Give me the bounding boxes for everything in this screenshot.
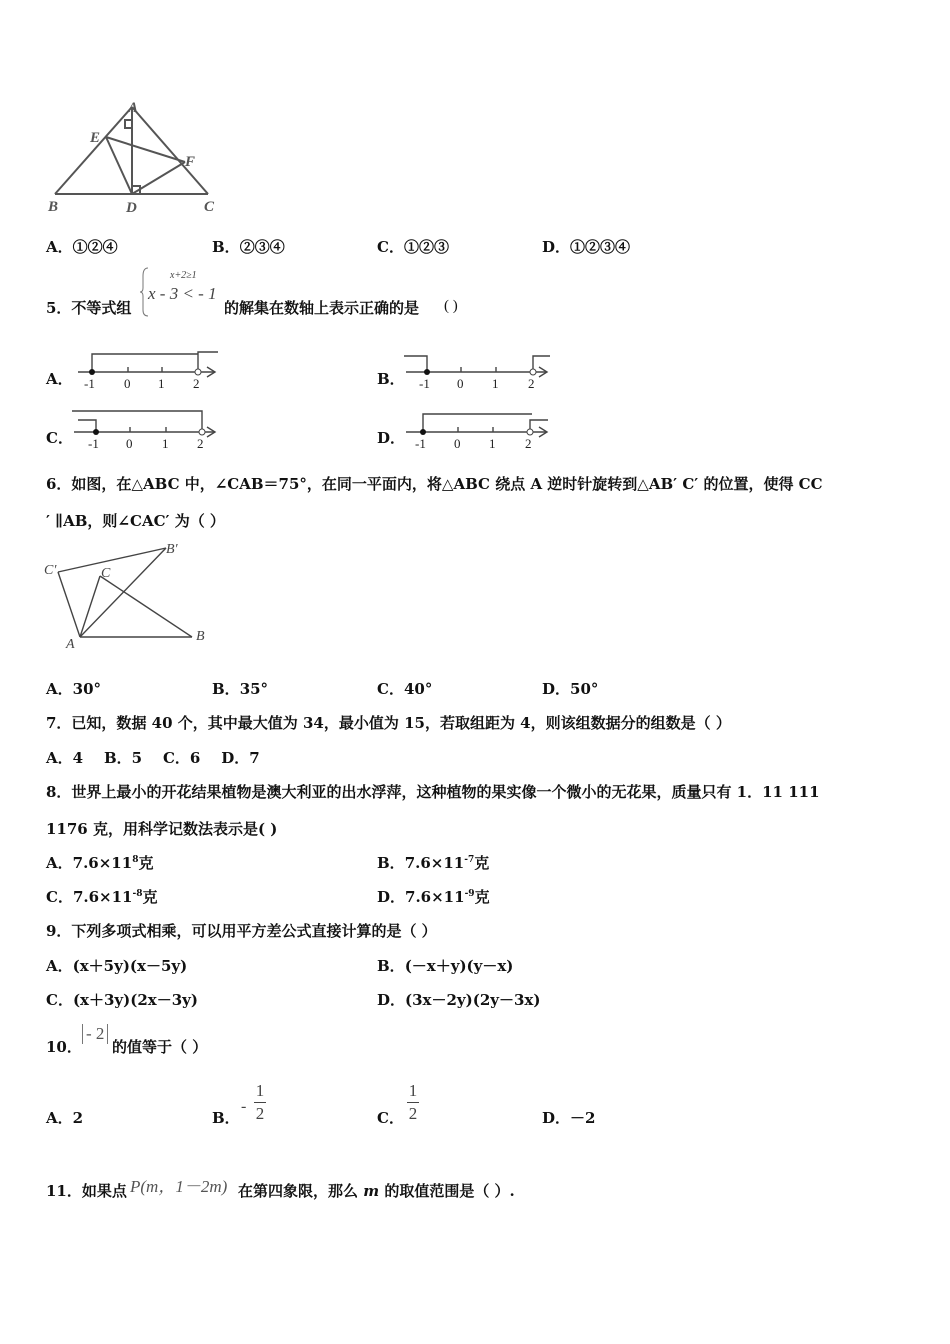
fig6-label-b-prime: B′: [166, 542, 178, 557]
q11-variable: m: [363, 1182, 380, 1200]
q5-answer-paren: ( ): [444, 298, 458, 314]
rotation-figure-q6: [40, 536, 220, 654]
option-exponent: 8: [132, 855, 139, 865]
option-exponent: -9: [464, 889, 475, 899]
option-text: (－x＋y)(y－x): [404, 957, 514, 975]
option-text: 50°: [570, 680, 599, 698]
fraction-denominator: 2: [408, 1104, 418, 1123]
q6-stem-line2: ′ ∥AB，则∠CAC′ 为（ ）: [46, 512, 225, 530]
option-key: D．: [377, 888, 406, 906]
tick-label: -1: [415, 436, 426, 450]
fig4-label-c: C: [204, 199, 215, 215]
q11-stem-mid: [238, 1180, 515, 1201]
q10-stem-post: 的值等于（ ）: [112, 1038, 208, 1056]
fig4-label-a: A: [128, 100, 139, 116]
option-text: ②③④: [239, 238, 285, 256]
tick-label: 2: [197, 436, 204, 450]
option-key: B．: [377, 957, 405, 975]
q6-option-d[interactable]: [542, 678, 598, 699]
option-base: 7.6×11: [72, 854, 133, 872]
fig6-label-c-prime: C′: [44, 563, 57, 578]
option-text: ①②③: [403, 238, 449, 256]
number-line-b[interactable]: [402, 348, 554, 392]
q6-stem-line1: 6．如图，在△ABC 中，∠CAB＝75°，在同一平面内，将△ABC 绕点 A 逆时针旋转到△AB′ C′ 的位置，使得 CC: [46, 475, 823, 493]
tick-label: 1: [489, 436, 496, 450]
option-unit: 克: [138, 854, 154, 872]
triangle-figure-q4: [40, 100, 230, 220]
tick-label: 2: [193, 376, 200, 391]
fig6-label-b: B: [196, 629, 205, 644]
option-key: A．: [46, 680, 73, 698]
option-text: 30°: [72, 680, 102, 698]
option-key: D．: [377, 991, 406, 1009]
q11-stem-pre: 11．如果点: [46, 1182, 127, 1200]
q9-option-a[interactable]: [46, 955, 187, 976]
q5-stem-pre: 5．不等式组: [46, 299, 132, 317]
inequality-bottom: x - 3 < - 1: [148, 284, 217, 303]
option-text: 2: [72, 1109, 84, 1127]
option-text: (x＋5y)(x－5y): [72, 957, 188, 975]
q5-option-a-key[interactable]: A．: [46, 370, 73, 388]
option-key: D．: [542, 680, 571, 698]
q5-option-d-key[interactable]: D．: [377, 429, 406, 447]
q8-stem-line1: 8．世界上最小的开花结果植物是澳大利亚的出水浮萍，这种植物的果实像一个微小的无花果，质量只有 1．11 111: [46, 783, 820, 801]
option-unit: 克: [142, 888, 158, 906]
q5-option-b-key[interactable]: B．: [377, 370, 405, 388]
option-base: 7.6×11: [405, 888, 465, 906]
tick-label: 1: [158, 376, 165, 391]
q4-option-c[interactable]: [377, 236, 449, 257]
option-unit: 克: [474, 854, 490, 872]
fig4-label-e: E: [90, 130, 101, 146]
fraction-numerator: 1: [255, 1081, 265, 1100]
tick-label: -1: [88, 436, 99, 450]
q10-option-a[interactable]: [46, 1107, 83, 1128]
number-line-c[interactable]: [70, 406, 222, 450]
tick-label: 1: [492, 376, 499, 391]
fraction-c[interactable]: [407, 1082, 419, 1123]
option-key: A．: [46, 1109, 73, 1127]
q8-option-a[interactable]: [46, 852, 153, 873]
inequality-top: x+2≥1: [170, 270, 197, 281]
q11-mid-text: 在第四象限，那么: [238, 1182, 364, 1200]
minus-sign: -: [241, 1098, 247, 1115]
option-unit: 克: [474, 888, 490, 906]
q7-stem: 7．已知，数据 40 个，其中最大值为 34，最小值为 15，若取组距为 4，则该组数据分的组数是（ ）: [46, 714, 731, 732]
absolute-value-expr: - 2: [82, 1024, 108, 1044]
option-key: C．: [46, 888, 73, 906]
fraction-bar: [407, 1102, 419, 1103]
option-key: C．: [377, 238, 404, 256]
q6-option-c[interactable]: [377, 678, 432, 699]
fig6-label-c: C: [101, 566, 111, 581]
q7-options[interactable]: A．4 B．5 C．6 D．7: [46, 749, 260, 767]
q11-post-text: 的取值范围是（ ）.: [379, 1182, 515, 1200]
fraction-bar: [254, 1102, 266, 1103]
option-text: －2: [570, 1109, 596, 1127]
tick-label: 0: [126, 436, 133, 450]
fig4-label-d: D: [126, 200, 137, 216]
tick-label: 1: [162, 436, 169, 450]
option-key: A．: [46, 854, 73, 872]
q4-option-b[interactable]: [212, 236, 285, 257]
inequality-system: [140, 266, 222, 318]
q10-option-c-key[interactable]: C．: [377, 1109, 404, 1127]
option-base: 7.6×11: [72, 888, 133, 906]
option-key: A．: [46, 957, 73, 975]
option-text: (3x－2y)(2y－3x): [405, 991, 541, 1009]
tick-label: 0: [457, 376, 464, 391]
fraction-numerator: 1: [408, 1081, 418, 1100]
q8-option-b[interactable]: [377, 852, 489, 873]
q9-option-d[interactable]: [377, 989, 540, 1010]
tick-label: -1: [84, 376, 95, 391]
option-key: B．: [212, 680, 240, 698]
option-text: ①②③④: [570, 238, 631, 256]
q4-option-a[interactable]: [46, 236, 118, 257]
q9-option-b[interactable]: [377, 955, 513, 976]
q8-stem-line2: 1176 克，用科学记数法表示是( ): [46, 820, 278, 838]
q5-option-c-key[interactable]: C．: [46, 429, 73, 447]
point-expression: P(m，1－2m): [130, 1177, 228, 1196]
fraction-b[interactable]: [254, 1082, 266, 1123]
q8-option-d[interactable]: [377, 886, 490, 907]
q8-option-c[interactable]: [46, 886, 158, 907]
q10-option-b-key[interactable]: B．: [212, 1109, 240, 1127]
option-key: C．: [46, 991, 73, 1009]
option-key: D．: [542, 1109, 571, 1127]
option-text: 40°: [403, 680, 433, 698]
q6-option-b[interactable]: [212, 678, 268, 699]
q4-option-d[interactable]: [542, 236, 630, 257]
option-key: B．: [212, 238, 240, 256]
q9-stem: 9．下列多项式相乘，可以用平方差公式直接计算的是（ ）: [46, 922, 437, 940]
option-key: B．: [377, 854, 405, 872]
q6-option-a[interactable]: [46, 678, 101, 699]
option-base: 7.6×11: [404, 854, 465, 872]
option-text: (x＋3y)(2x－3y): [72, 991, 198, 1009]
number-line-d[interactable]: [402, 406, 554, 450]
option-text: 35°: [239, 680, 269, 698]
fig6-label-a: A: [66, 637, 75, 652]
tick-label: 0: [124, 376, 131, 391]
fig4-label-b: B: [48, 199, 59, 215]
tick-label: -1: [419, 376, 430, 391]
fig4-label-f: F: [185, 154, 196, 170]
q9-option-c[interactable]: [46, 989, 198, 1010]
tick-label: 2: [528, 376, 535, 391]
option-key: D．: [542, 238, 571, 256]
q10-number: 10．: [46, 1038, 82, 1056]
tick-label: 2: [525, 436, 532, 450]
option-text: ①②④: [72, 238, 118, 256]
tick-label: 0: [454, 436, 461, 450]
number-line-a[interactable]: [74, 348, 224, 392]
option-key: C．: [377, 680, 404, 698]
option-key: A．: [46, 238, 73, 256]
q5-stem-post: 的解集在数轴上表示正确的是: [224, 299, 420, 317]
option-exponent: -8: [132, 889, 143, 899]
q10-option-d[interactable]: [542, 1107, 595, 1128]
fraction-denominator: 2: [255, 1104, 265, 1123]
option-exponent: -7: [464, 855, 475, 865]
